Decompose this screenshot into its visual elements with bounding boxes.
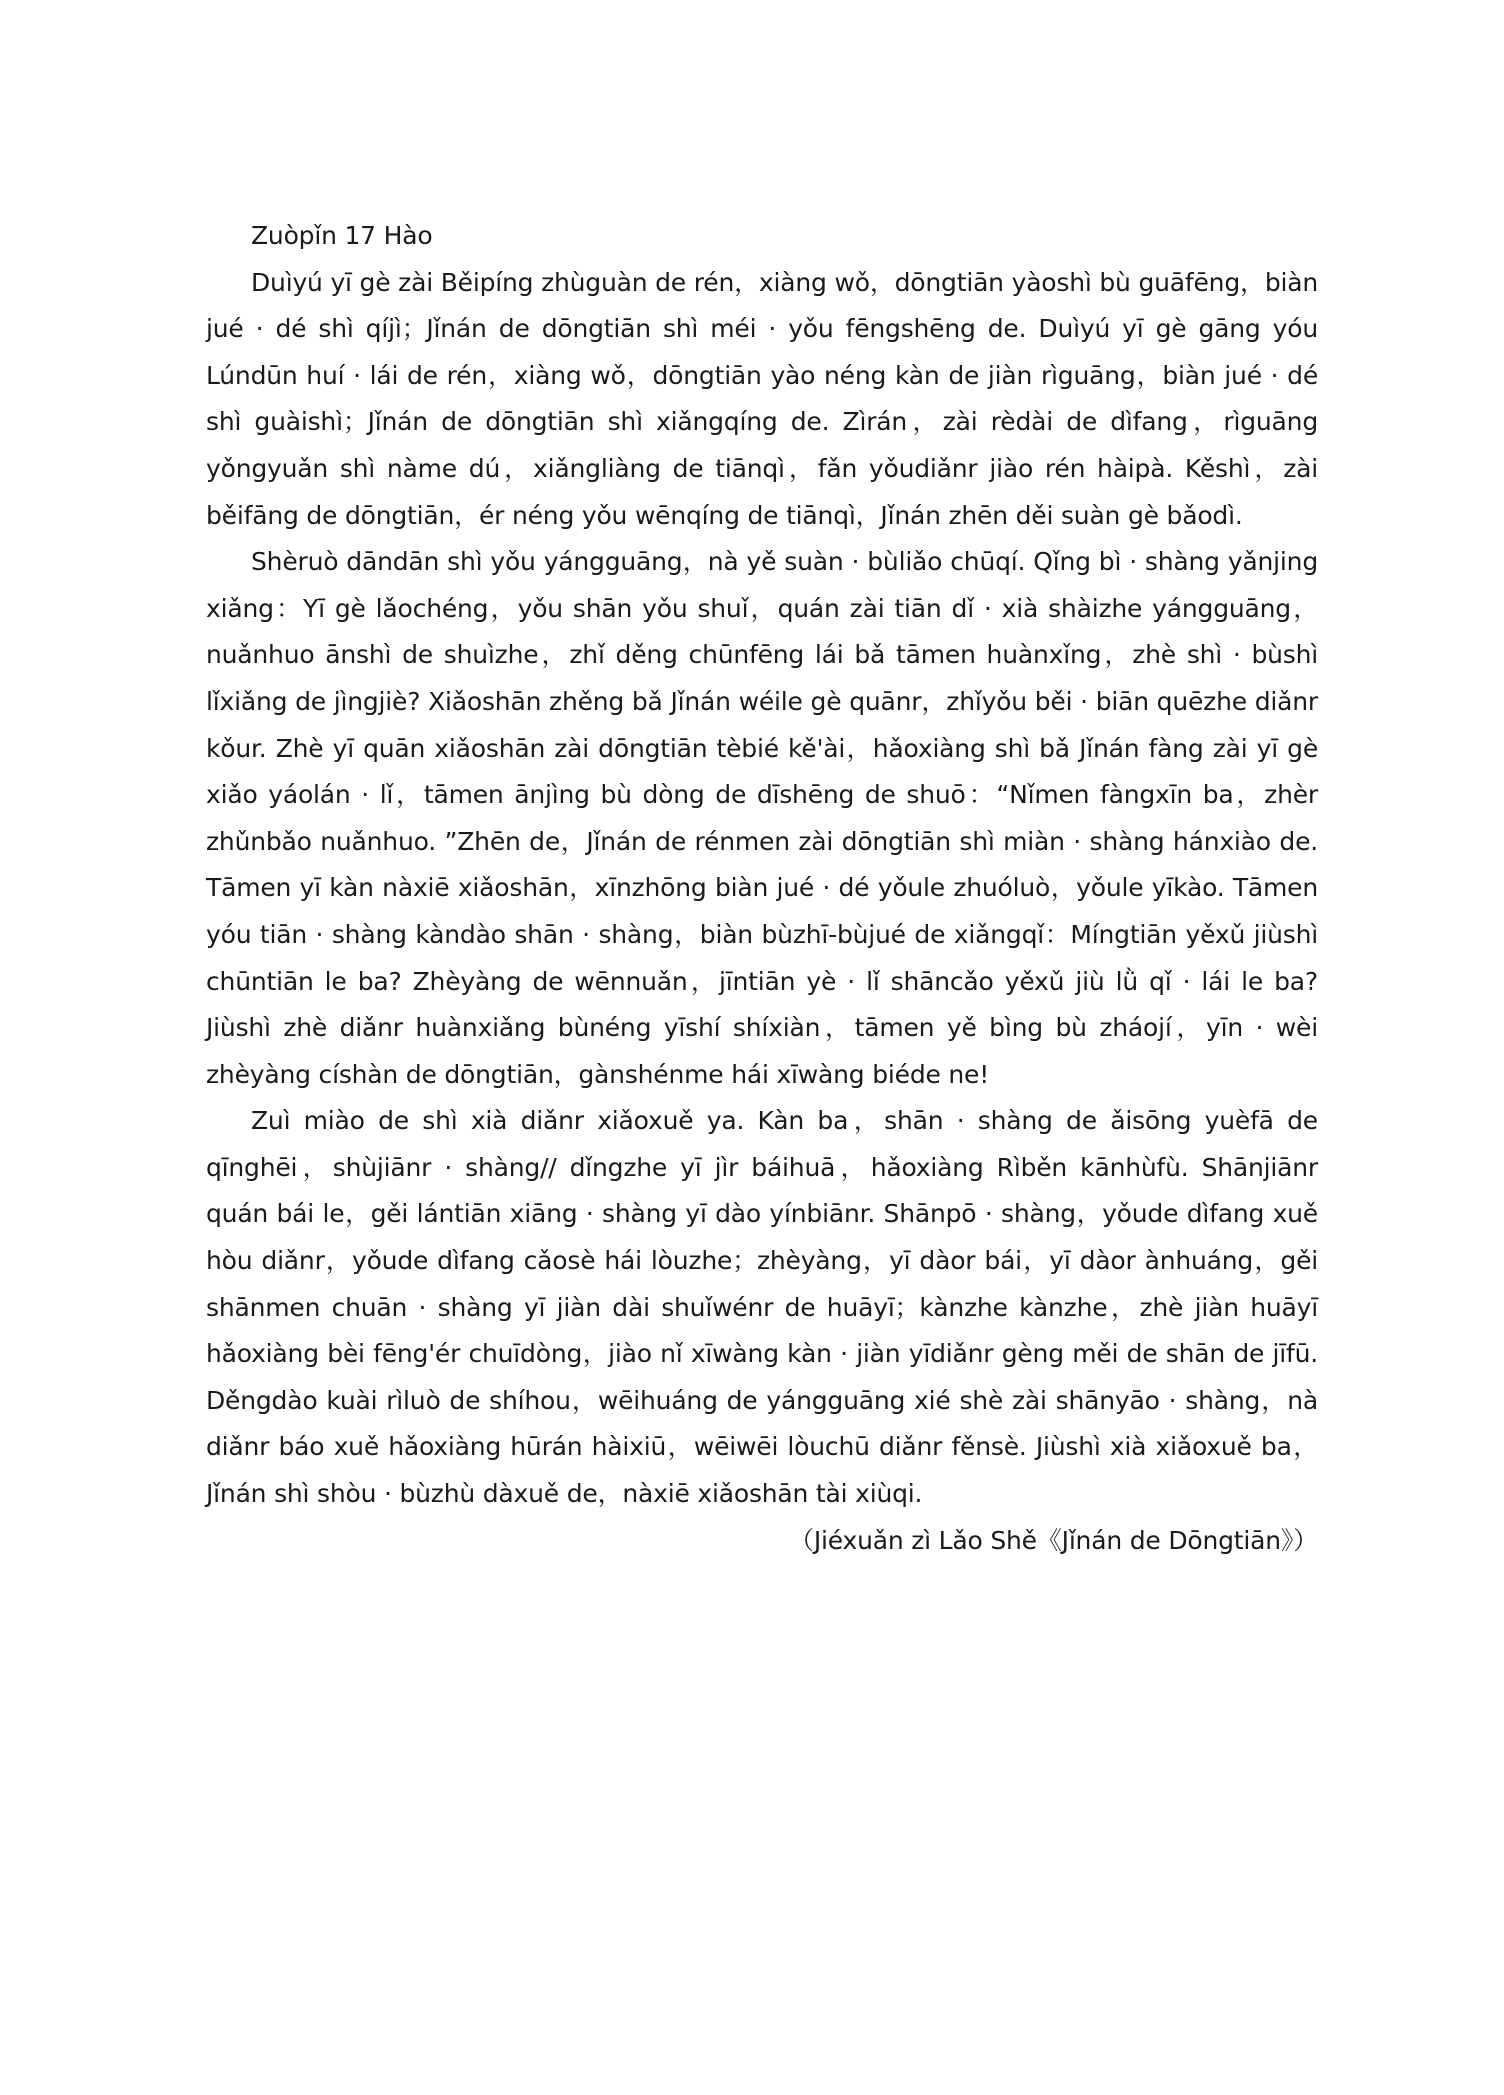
text-body: [206, 213, 1318, 1564]
paragraph-2: Shèruò dāndān shì yǒu yángguāng，nà yě suàn · bùliǎo chūqí. Qǐng bì · shàng yǎnjing xiǎng：Yī gè lǎochéng，yǒu shān yǒu shuǐ，quán zài tiān dǐ · xià shàizhe yángguāng，nuǎnhuo ānshì de shuìzhe，zhǐ děng chūnfēng lái bǎ tāmen huànxǐng，zhè shì · bùshì lǐxiǎng de jìngjiè? Xiǎoshān zhěng bǎ Jǐnán wéile gè quānr，zhǐyǒu běi · biān quēzhe diǎnr kǒur. Zhè yī quān xiǎoshān zài dōngtiān tèbié kě'ài，hǎoxiàng shì bǎ Jǐnán fàng zài yī gè xiǎo yáolán · lǐ，tāmen ānjìng bù dòng de dīshēng de shuō：“Nǐmen fàngxīn ba，zhèr zhǔnbǎo nuǎnhuo. ”Zhēn de，Jǐnán de rénmen zài dōngtiān shì miàn · shàng hánxiào de. Tāmen yī kàn nàxiē xiǎoshān，xīnzhōng biàn jué · dé yǒule zhuóluò，yǒule yīkào. Tāmen yóu tiān · shàng kàndào shān · shàng，biàn bùzhī-bùjué de xiǎngqǐ：Míngtiān yěxǔ jiùshì chūntiān le ba? Zhèyàng de wēnnuǎn，jīntiān yè · lǐ shāncǎo yěxǔ jiù lǜ qǐ · lái le ba? Jiùshì zhè diǎnr huànxiǎng bùnéng yīshí shíxiàn，tāmen yě bìng bù zháojí，yīn · wèi zhèyàng císhàn de dōngtiān，gànshénme hái xīwàng biéde ne!: [206, 547, 1318, 1089]
paragraph-3: Zuì miào de shì xià diǎnr xiǎoxuě ya. Kàn ba，shān · shàng de ǎisōng yuèfā de qīnghēi，shùjiānr · shàng// dǐngzhe yī jìr báihuā，hǎoxiàng Rìběn kānhùfù. Shānjiānr quán bái le，gěi lántiān xiāng · shàng yī dào yínbiānr. Shānpō · shàng，yǒude dìfang xuě hòu diǎnr，yǒude dìfang cǎosè hái lòuzhe；zhèyàng，yī dàor bái，yī dàor ànhuáng，gěi shānmen chuān · shàng yī jiàn dài shuǐwénr de huāyī；kànzhe kànzhe，zhè jiàn huāyī hǎoxiàng bèi fēng'ér chuīdòng，jiào nǐ xīwàng kàn · jiàn yīdiǎnr gèng měi de shān de jīfū. Děngdào kuài rìluò de shíhou，wēihuáng de yángguāng xié shè zài shānyāo · shàng，nà diǎnr báo xuě hǎoxiàng hūrán hàixiū，wēiwēi lòuchū diǎnr fěnsè. Jiùshì xià xiǎoxuě ba，Jǐnán shì shòu · bùzhù dàxuě de，nàxiē xiǎoshān tài xiùqi.: [206, 1106, 1318, 1509]
source-citation: （Jiéxuǎn zì Lǎo Shě《Jǐnán de Dōngtiān》）: [789, 1525, 1318, 1555]
paragraph-1: Duìyú yī gè zài Běipíng zhùguàn de rén，xiàng wǒ，dōngtiān yàoshì bù guāfēng，biàn jué · dé shì qíjì；Jǐnán de dōngtiān shì méi · yǒu fēngshēng de. Duìyú yī gè gāng yóu Lúndūn huí · lái de rén，xiàng wǒ，dōngtiān yào néng kàn de jiàn rìguāng，biàn jué · dé shì guàishì；Jǐnán de dōngtiān shì xiǎngqíng de. Zìrán，zài rèdài de dìfang，rìguāng yǒngyuǎn shì nàme dú，xiǎngliàng de tiānqì，fǎn yǒudiǎnr jiào rén hàipà. Kěshì，zài běifāng de dōngtiān，ér néng yǒu wēnqíng de tiānqì，Jǐnán zhēn děi suàn gè bǎodì.: [206, 267, 1318, 530]
piece-title: Zuòpǐn 17 Hào: [251, 221, 433, 250]
